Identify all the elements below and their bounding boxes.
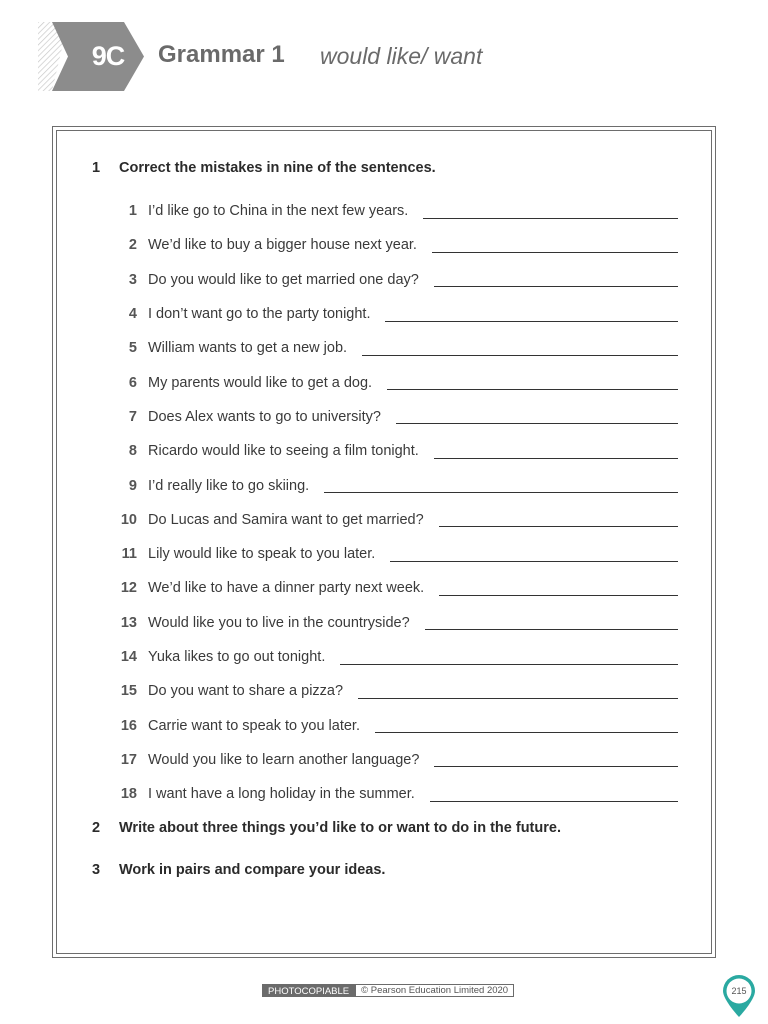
sentence-row (110, 331, 678, 365)
sentence-row (110, 228, 678, 262)
answer-line[interactable] (385, 307, 678, 322)
sentence-text: I don’t want go to the party tonight. (148, 306, 371, 323)
sentence-text: Carrie want to speak to you later. (148, 717, 360, 734)
unit-badge (38, 22, 144, 91)
sentence-number: 11 (121, 546, 137, 563)
unit-code: 9C (91, 41, 125, 71)
sentence-text: Would you like to learn another language? (148, 751, 420, 768)
sentence-row (110, 263, 678, 297)
answer-line[interactable] (430, 787, 678, 802)
answer-line[interactable] (396, 409, 678, 424)
sentence-row (110, 468, 678, 502)
sentence-text: My parents would like to get a dog. (148, 374, 373, 391)
sentence-row (110, 743, 678, 777)
sentence-text: Would like you to live in the countryside? (148, 614, 410, 631)
answer-line[interactable] (439, 512, 678, 527)
sentence-row (110, 606, 678, 640)
answer-line[interactable] (358, 684, 678, 699)
page-pin-icon (720, 973, 758, 1019)
sentence-number: 5 (128, 340, 137, 357)
answer-line[interactable] (434, 444, 678, 459)
sentence-number: 9 (128, 477, 137, 494)
answer-line[interactable] (439, 581, 678, 596)
sentence-row (110, 708, 678, 742)
sentence-number: 10 (120, 511, 137, 528)
sentence-text: I’d really like to go skiing. (148, 477, 310, 494)
sentence-number: 1 (128, 203, 137, 220)
sentence-row (110, 640, 678, 674)
sentence-number: 4 (128, 306, 137, 323)
answer-line[interactable] (434, 272, 678, 287)
answer-line[interactable] (434, 752, 678, 767)
answer-line[interactable] (423, 204, 678, 219)
exercise-number: 3 (92, 862, 101, 878)
sentence-number: 6 (128, 374, 137, 391)
sentence-row (110, 503, 678, 537)
sentence-row (110, 674, 678, 708)
sentence-row (110, 400, 678, 434)
sentence-text: Ricardo would like to seeing a film tonight. (148, 443, 419, 460)
sentence-text: I want have a long holiday in the summer. (148, 786, 415, 803)
sentence-number: 7 (128, 408, 137, 425)
exercise-number: 1 (92, 160, 101, 176)
page-header (38, 22, 738, 92)
sentence-number: 15 (120, 683, 137, 700)
answer-line[interactable] (375, 718, 678, 733)
sentence-number: 14 (120, 649, 137, 665)
photocopiable-label: PHOTOCOPIABLE (262, 984, 355, 997)
page-footer (262, 984, 514, 997)
exercise-instruction: Work in pairs and compare your ideas. (119, 862, 386, 878)
sentence-text: We’d like to have a dinner party next week. (148, 580, 425, 597)
sentence-number: 12 (120, 580, 137, 597)
sentence-number: 8 (128, 443, 137, 460)
sentence-row (110, 434, 678, 468)
sentence-list (110, 194, 678, 811)
exercise-instruction: Correct the mistakes in nine of the sentences. (119, 160, 436, 176)
page-number: 215 (731, 986, 747, 996)
sentence-number: 13 (120, 614, 137, 631)
page-title: Grammar 1 (158, 41, 285, 68)
sentence-row (110, 297, 678, 331)
answer-line[interactable] (387, 375, 678, 390)
sentence-text: Lily would like to speak to you later. (148, 546, 376, 563)
sentence-text: We’d like to buy a bigger house next year. (148, 237, 417, 254)
answer-line[interactable] (425, 615, 678, 630)
sentence-row (110, 365, 678, 399)
answer-line[interactable] (390, 547, 678, 562)
sentence-text: William wants to get a new job. (148, 340, 348, 357)
answer-line[interactable] (362, 341, 678, 356)
exercise-instruction: Write about three things you’d like to or want to do in the future. (119, 820, 561, 836)
answer-line[interactable] (432, 238, 678, 253)
sentence-number: 18 (120, 786, 137, 803)
sentence-row (110, 777, 678, 811)
sentence-number: 17 (120, 751, 137, 768)
copyright-notice: © Pearson Education Limited 2020 (355, 984, 514, 997)
answer-line[interactable] (324, 478, 678, 493)
sentence-text: Do you would like to get married one day? (148, 271, 419, 288)
sentence-text: Yuka likes to go out tonight. (148, 649, 326, 665)
exercise-number: 2 (92, 820, 101, 836)
sentence-text: I’d like go to China in the next few years. (148, 203, 409, 220)
page-subtitle: would like/ want (320, 43, 483, 69)
sentence-text: Does Alex wants to go to university? (148, 408, 381, 425)
sentence-number: 16 (120, 717, 137, 734)
sentence-row (110, 537, 678, 571)
sentence-number: 3 (128, 271, 137, 288)
sentence-row (110, 194, 678, 228)
sentence-text: Do you want to share a pizza? (148, 683, 344, 700)
sentence-row (110, 571, 678, 605)
sentence-text: Do Lucas and Samira want to get married? (148, 511, 424, 528)
sentence-number: 2 (128, 237, 137, 254)
answer-line[interactable] (340, 650, 678, 665)
